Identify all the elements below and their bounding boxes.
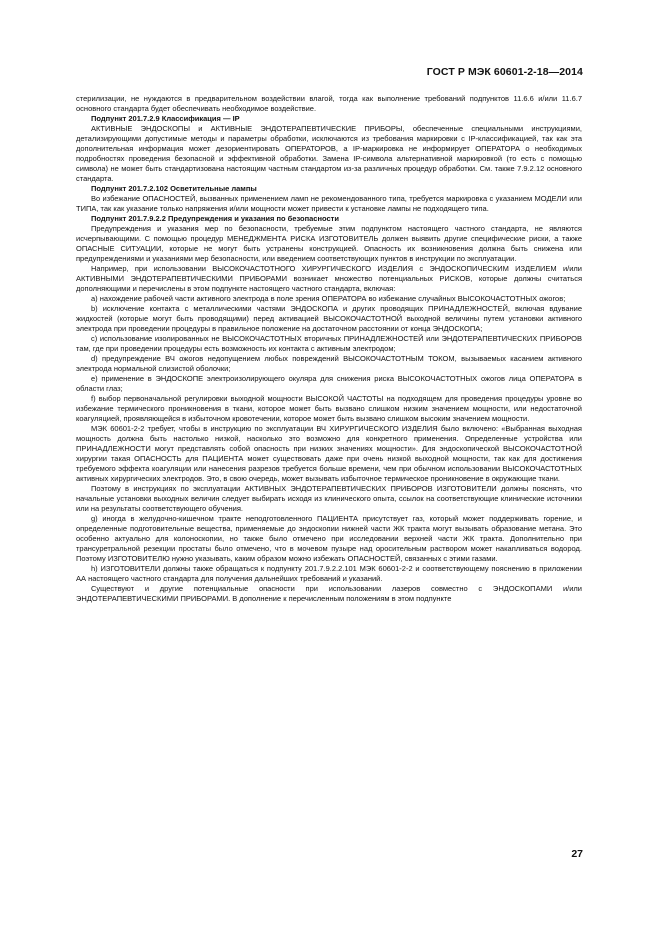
section-heading: Подпункт 201.7.2.102 Осветительные лампы: [91, 184, 257, 193]
paragraph: Существуют и другие потенциальные опасности при использовании лазеров совместно с ЭНДОСКОПАМИ и/или ЭНДОТЕРАПЕВТИЧЕСКИМИ ПРИБОРАМИ. В дополнение к перечисленным положениям в этом подпункте: [76, 584, 582, 603]
paragraph: Во избежание ОПАСНОСТЕЙ, вызванных применением ламп не рекомендованного типа, требуется маркировка с указанием МОДЕЛИ или ТИПА, так как указание только напряжения и/или мощности может привести к установке лампы не подходящего типа.: [76, 194, 582, 213]
section-heading: Подпункт 201.7.2.9 Классификация — IP: [91, 114, 240, 123]
page-header-title: ГОСТ Р МЭК 60601-2-18—2014: [426, 66, 583, 78]
list-item: e) применение в ЭНДОСКОПЕ электроизолирующего окуляра для снижения риска ВЫСОКОЧАСТОТНЫХ ожогов лица ОПЕРАТОРА в области глаз;: [76, 374, 582, 393]
paragraph: стерилизации, не нуждаются в предварительном воздействии влагой, тогда как выполнение требований подпунктов 11.6.6 и/или 11.6.7 основного стандарта будет обеспечивать необходимое воздействие.: [76, 94, 582, 113]
paragraph: Например, при использовании ВЫСОКОЧАСТОТНОГО ХИРУРГИЧЕСКОГО ИЗДЕЛИЯ с ЭНДОСКОПИЧЕСКИМ ИЗДЕЛИЕМ и/или АКТИВНЫМИ ЭНДОТЕРАПЕВТИЧЕСКИМИ ПРИБОРАМИ возникает множество потенциальных РИСКОВ, которые должны считаться дополняющими и перечислены в этом подпункте настоящего частного стандарта, включая:: [76, 264, 582, 293]
list-item: h) ИЗГОТОВИТЕЛИ должны также обращаться к подпункту 201.7.9.2.2.101 МЭК 60601-2-2 и соответствующему пояснению в приложении АА настоящего частного стандарта для получения дальнейших требований и указаний.: [76, 564, 582, 583]
list-item: c) использование изолированных не ВЫСОКОЧАСТОТНЫХ вторичных ПРИНАДЛЕЖНОСТЕЙ или ЭНДОТЕРАПЕВТИЧЕСКИХ ПРИБОРОВ там, где при проведении процедуры есть возможность их контакта с активным электродом;: [76, 334, 582, 353]
section-heading: Подпункт 201.7.9.2.2 Предупреждения и указания по безопасности: [91, 214, 339, 223]
list-item: b) исключение контакта с металлическими частями ЭНДОСКОПА и других проводящих ПРИНАДЛЕЖНОСТЕЙ, включая вдувание жидкостей (которые могут быть проводящими) перед активацией ВЫСОКОЧАСТОТНОЙ выходной величины путем установки активного электрода при проведении процедуры в правильное положение на достаточном расстоянии от конца ЭНДОСКОПА;: [76, 304, 582, 333]
page-number: 27: [571, 848, 583, 860]
paragraph: Поэтому в инструкциях по эксплуатации АКТИВНЫХ ЭНДОТЕРАПЕВТИЧЕСКИХ ПРИБОРОВ ИЗГОТОВИТЕЛИ должны пояснять, что начальные установки выходных величин следует выбирать исходя из клинического опыта, ссылок на соответствующие клинические источники или на результаты соответствующего обучения.: [76, 484, 582, 513]
list-item: a) нахождение рабочей части активного электрода в поле зрения ОПЕРАТОРА во избежание случайных ВЫСОКОЧАСТОТНЫХ ожогов;: [91, 294, 566, 303]
paragraph: МЭК 60601-2-2 требует, чтобы в инструкцию по эксплуатации ВЧ ХИРУРГИЧЕСКОГО ИЗДЕЛИЯ было включено: «Выбранная выходная мощность должна быть настолько низкой, насколько это возможно для конкретного применения. Определенные устройства или ПРИНАДЛЕЖНОСТИ могут представлять собой опасность при низких значениях мощности». Для эндоскопической ВЫСОКОЧАСТОТНОЙ хирургии такая ОПАСНОСТЬ для ПАЦИЕНТА может существовать даже при очень низкой выходной мощности, так как для достижения требуемого эффекта коагуляции или нанесения разрезов требуется больше времени, чем при обычном использовании ВЫСОКОЧАСТОТНЫХ активных хирургических электродов. Это, в свою очередь, может вызывать избыточное термическое проникновение в окружающие ткани.: [76, 424, 582, 483]
paragraph: Предупреждения и указания мер по безопасности, требуемые этим подпунктом настоящего частного стандарта, не являются исчерпывающими. С помощью процедур МЕНЕДЖМЕНТА РИСКА ИЗГОТОВИТЕЛЬ должен выявить другие специфические риски, а также ОПАСНЫЕ СИТУАЦИИ, которые не могут быть устранены конструкцией. Опасность их возникновения должна быть снижена или предупреждениями и указаниями мер безопасности, или введением соответствующих пунктов в инструкции по эксплуатации.: [76, 224, 582, 263]
paragraph: АКТИВНЫЕ ЭНДОСКОПЫ и АКТИВНЫЕ ЭНДОТЕРАПЕВТИЧЕСКИЕ ПРИБОРЫ, обеспеченные специальными инструкциями, детализирующими допустимые методы и параметры обработки, исключаются из требования маркировки с IP-классификацией, так как эта дополнительная информация может дезориентировать ОПЕРАТОРОВ, а IP-маркировка не информирует ОПЕРАТОРА о необходимых подробностях проведения безопасной и эффективной обработки. Замена IP-символа альтернативной маркировкой (то есть с помощью символа) не может быть стандартизована настоящим частным стандартом из-за различных процедур обработки. См. также 7.9.2.12 основного стандарта.: [76, 124, 582, 183]
list-item: f) выбор первоначальной регулировки выходной мощности ВЫСОКОЙ ЧАСТОТЫ на подходящем для проведения процедуры уровне во избежание термического проникновения в ткани, которое может быть вызвано слишком низким значением мощности, или недостаточной коагуляцией, проявляющейся в избыточном кровотечении, которое может быть вызвано слишком высоким значением мощности.: [76, 394, 582, 423]
document-body: [76, 94, 582, 604]
list-item: d) предупреждение ВЧ ожогов недопущением любых повреждений ВЫСОКОЧАСТОТНЫМ ТОКОМ, вызываемых касанием активного электрода нормальной слизистой оболочки;: [76, 354, 582, 373]
list-item: g) иногда в желудочно-кишечном тракте неподготовленного ПАЦИЕНТА присутствует газ, который может поддерживать горение, и определенные подготовительные вещества, применяемые до эндоскопии нижней части ЖК тракта могут вызывать образование метана. Это особенно актуально для колоноскопии, но также было отмечено при исследовании верхней части ЖК тракта. Дополнительно при трансуретральной резекции простаты было отмечено, что в мочевом пузыре над оросительным раствором может накапливаться водород. Поэтому ИЗГОТОВИТЕЛЮ нужно указывать, каким образом можно избежать ОПАСНОСТЕЙ, связанных с этими газами.: [76, 514, 582, 563]
